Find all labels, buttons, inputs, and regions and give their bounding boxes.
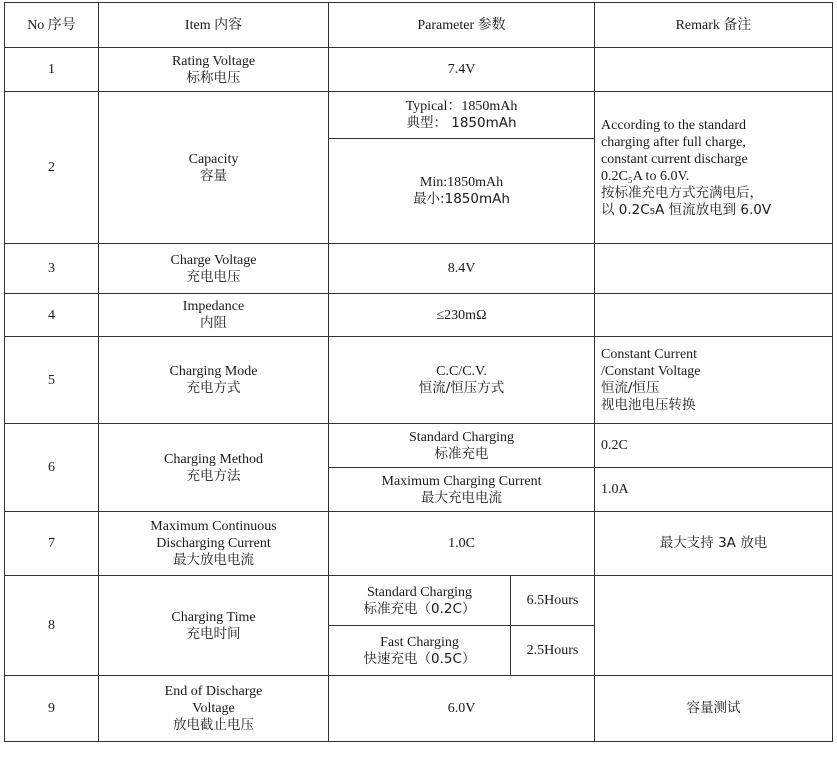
row-item <box>99 512 329 576</box>
row-item <box>99 676 329 742</box>
remark-line: According to the standard <box>601 117 747 133</box>
item-en: Impedance <box>182 299 245 314</box>
param-standard-charging <box>329 576 511 626</box>
fast-cn: 快速充电（0.5C） <box>363 650 476 667</box>
item-en: Rating Voltage <box>171 53 256 69</box>
param-min <box>329 139 595 244</box>
item-l2: Discharging Current <box>156 536 271 551</box>
std-en: Standard Charging <box>408 429 515 445</box>
row-param: 1.0C <box>329 512 595 576</box>
item-cn: 放电截止电压 <box>173 717 254 733</box>
row-param: 8.4V <box>329 244 595 294</box>
item-en: Charging Method <box>164 451 263 467</box>
item-cn: 容量 <box>200 167 227 184</box>
row-remark <box>595 576 833 676</box>
row-param: 6.0V <box>329 676 595 742</box>
item-cn: 充电方法 <box>186 467 241 484</box>
param-max-charging <box>329 468 595 512</box>
param-typical <box>329 92 595 139</box>
row-remark <box>595 244 833 294</box>
std-cn: 标准充电（0.2C） <box>363 600 476 617</box>
item-l1: End of Discharge <box>164 684 263 699</box>
row-param: 7.4V <box>329 48 595 92</box>
remark-line: charging after full charge, <box>601 134 746 150</box>
row-no: 9 <box>5 676 99 742</box>
max-cn: 最大充电电流 <box>421 489 502 506</box>
row-remark <box>595 294 833 337</box>
table-row <box>5 92 833 139</box>
item-l1: Maximum Continuous <box>150 519 277 534</box>
item-cn: 最大放电电流 <box>173 552 254 568</box>
row-item <box>99 294 329 337</box>
table-row <box>5 576 833 626</box>
table-row <box>5 512 833 576</box>
row-remark <box>595 48 833 92</box>
item-cn: 标称电压 <box>186 69 241 86</box>
param-fast-charging <box>329 626 511 676</box>
min-en: Min:1850mAh <box>419 175 504 190</box>
row-no: 1 <box>5 48 99 92</box>
header-no: No 序号 <box>5 3 99 48</box>
row-no: 3 <box>5 244 99 294</box>
remark-max: 1.0A <box>595 468 833 512</box>
max-en: Maximum Charging Current <box>381 473 542 489</box>
remark-line: 恒流/恒压 <box>601 380 660 396</box>
std-en: Standard Charging <box>366 584 473 600</box>
remark-line: /Constant Voltage <box>601 364 701 379</box>
typical-cn: 典型： 1850mAh <box>406 115 517 131</box>
param-cn: 恒流/恒压方式 <box>418 380 505 396</box>
header-row <box>5 3 833 48</box>
std-cn: 标准充电 <box>434 445 489 462</box>
header-remark: Remark 备注 <box>595 3 833 48</box>
item-cn: 内阻 <box>200 315 227 331</box>
row-param: ≤230mΩ <box>329 294 595 337</box>
item-en: Charging Time <box>171 609 256 625</box>
item-l2: Voltage <box>192 701 235 716</box>
header-item: Item 内容 <box>99 3 329 48</box>
remark-line: 0.2C₅A to 6.0V. <box>601 168 690 184</box>
row-remark <box>595 337 833 424</box>
row-item <box>99 576 329 676</box>
table-row <box>5 244 833 294</box>
remark-line: Constant Current <box>601 347 698 362</box>
row-item <box>99 337 329 424</box>
header-parameter: Parameter 参数 <box>329 3 595 48</box>
item-cn: 充电电压 <box>186 268 241 285</box>
row-item <box>99 424 329 512</box>
table-row <box>5 294 833 337</box>
row-remark <box>595 92 833 244</box>
param-standard-charging <box>329 424 595 468</box>
item-cn: 充电时间 <box>186 625 241 642</box>
value-fast-time: 2.5Hours <box>511 626 595 676</box>
row-param <box>329 337 595 424</box>
row-remark: 最大支持 3A 放电 <box>595 512 833 576</box>
row-remark: 容量测试 <box>595 676 833 742</box>
item-en: Charging Mode <box>169 364 258 379</box>
row-no: 4 <box>5 294 99 337</box>
min-cn: 最小:1850mAh <box>413 191 510 207</box>
table-row <box>5 676 833 742</box>
row-no: 2 <box>5 92 99 244</box>
row-item <box>99 92 329 244</box>
remark-standard: 0.2C <box>595 424 833 468</box>
table-row <box>5 48 833 92</box>
remark-line: 以 0.2C₅A 恒流放电到 6.0V <box>601 201 772 218</box>
remark-line: 按标准充电方式充满电后， <box>601 184 763 201</box>
typical-en: Typical：1850mAh <box>405 99 518 114</box>
spec-table <box>4 2 833 742</box>
item-en: Capacity <box>188 151 239 167</box>
table-row <box>5 337 833 424</box>
item-cn: 充电方式 <box>186 380 241 396</box>
row-no: 7 <box>5 512 99 576</box>
item-en: Charge Voltage <box>170 252 257 268</box>
row-no: 8 <box>5 576 99 676</box>
row-no: 5 <box>5 337 99 424</box>
row-no: 6 <box>5 424 99 512</box>
table-row <box>5 424 833 468</box>
remark-line: constant current discharge <box>601 151 748 167</box>
fast-en: Fast Charging <box>380 634 459 650</box>
param-en: C.C/C.V. <box>436 364 487 379</box>
value-standard-time: 6.5Hours <box>511 576 595 626</box>
row-item <box>99 48 329 92</box>
remark-line: 视电池电压转换 <box>601 397 696 413</box>
row-item <box>99 244 329 294</box>
